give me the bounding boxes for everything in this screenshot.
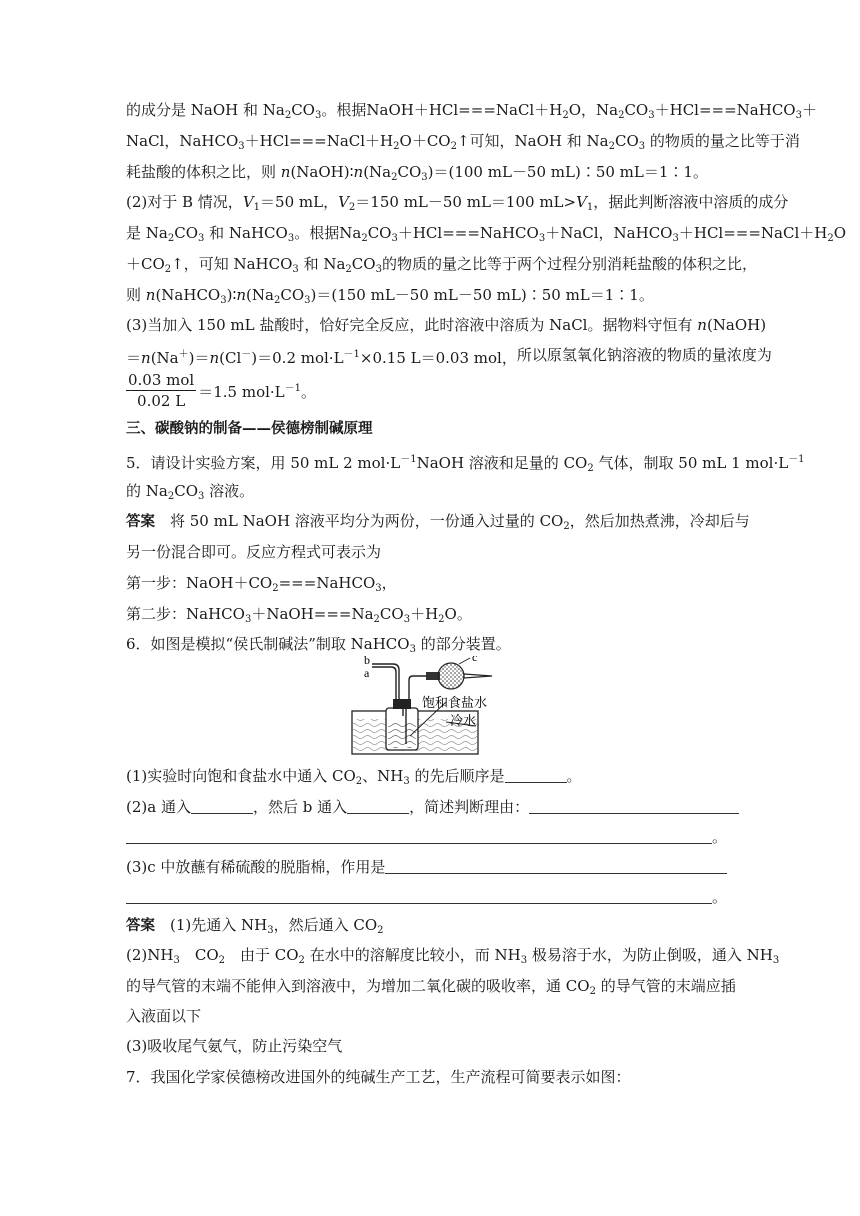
question-6-2 [126, 796, 739, 818]
section-heading: 三、碳酸钠的制备——侯德榜制碱原理 [126, 421, 373, 437]
question-7: 7．我国化学家侯德榜改进国外的纯碱生产工艺，生产流程可简要表示如图： [126, 1068, 631, 1086]
fraction-numerator: 0.03 mol [128, 371, 195, 389]
label-b: b [364, 656, 370, 667]
concentration-fraction: $\frac{\text{0.03 mol}}{0.02 L}$ ＝1.5 $mol\cdot L^{-1}$。 [128, 371, 317, 410]
answer-6-3: (3)吸收尾气氨气，防止污染空气 [126, 1037, 343, 1055]
answer-blank[interactable] [126, 887, 712, 904]
question-6-1: (1)实验时向饱和食盐水中通入 $CO_2$、$NH_3$ 的先后顺序是 。 [126, 767, 582, 787]
question-6-3-line2 [126, 886, 727, 908]
question-6-3 [126, 856, 727, 878]
answer-blank[interactable] [529, 797, 739, 814]
text-line: 则 $n(NaHCO_3)∶n(Na_2CO_3)=(150$ mL－50 mL－50 mL)∶50 mL＝1∶1。 [126, 286, 654, 306]
answer-5: 答案 将 50 mL NaOH 溶液平均分为两份， 一份通入过量的 $CO_2$，然后加热煮沸，冷却后与 [126, 512, 750, 532]
drying-tube [426, 663, 492, 689]
q6-2-part-c: ，简述判断理由： [409, 798, 530, 816]
answer-blank[interactable] [347, 797, 409, 814]
text-line: NaCl，$NaHCO_3+HCl===NaCl+H_2O+CO_2↑$可知， NaOH 和 $Na_2CO_3$ 的物质的量之比等于消 [126, 132, 800, 152]
text-line: $+CO_2↑$，可知 NaHCO$_3$ 和 $Na_2CO_3$ 的物质的量之比等于两个过程分别消耗盐酸的体积之比， [126, 255, 757, 275]
label-a: a [364, 666, 370, 680]
q6-2-part-b: ，然后 b 通入 [252, 798, 348, 816]
answer-label: 答案 [126, 514, 155, 530]
answer-label: 答案 [126, 918, 155, 934]
q6-2-part-a: (2)a 通入 [126, 798, 191, 816]
gas-bottle [386, 699, 418, 750]
text-line: ＝n(Na＋)＝n(Cl－)＝0.2 $mol\cdot L^{-1}\times 0.15$ L＝0.03 mol， 所以原氢氧化钠溶液的物质的量浓度为 [126, 346, 772, 367]
text-line: 的成分是 NaOH 和 $Na_2CO_3$。根据 $NaOH+HCl===NaCl+H_2O$， $Na_2CO_3+HCl===NaHCO_3+$ [126, 101, 817, 121]
text-line: (3)当加入 150 mL 盐酸时，恰好完全反应，此时溶液中溶质为 NaCl。 据物料守恒有 n(NaOH) [126, 316, 767, 334]
period: 。 [712, 828, 728, 846]
answer-5-step2: 第二步：$NaHCO_3+NaOH===Na_2CO_3+H_2O$。 [126, 605, 472, 625]
label-cold-water: 冷水 [450, 714, 477, 729]
answer-blank[interactable] [191, 797, 253, 814]
answer-6-2-line2: 的导气管的末端不能伸入到溶液中， 为增加二氧化碳的吸收率，通 $CO_2$ 的导气管的末端应插 [126, 977, 736, 997]
answer-5-line2: 另一份混合即可。反应方程式可表示为 [126, 543, 382, 561]
answer-5-step1: 第一步：$NaOH+CO_2===NaHCO_3$， [126, 574, 397, 594]
q6-3-text: (3)c 中放蘸有稀硫酸的脱脂棉，作用是 [126, 858, 386, 876]
text-line: 是 $Na_2CO_3$ 和 NaHCO$_3$。根据 $Na_2CO_3+HCl===NaHCO_3+NaCl$， $NaHCO_3+HCl===NaCl+H_2O$ [126, 224, 847, 244]
question-6: 6．如图是模拟“侯氏制碱法”制取 NaHCO$_3$ 的部分装置。 [126, 635, 511, 655]
answer-6-2-line3: 入液面以下 [126, 1007, 202, 1025]
answer-6-2: $(2)NH_3$ $CO_2$ 由于 $CO_2$ 在水中的溶解度比较小， 而 $NH_3$ 极易溶于水，为防止倒吸，通入 $NH_3$ [126, 946, 780, 966]
label-saturated-brine: 饱和食盐水 [422, 696, 488, 711]
answer-blank[interactable] [126, 827, 712, 844]
question-5-line2: 的 $Na_2CO_3$ 溶液。 [126, 482, 255, 502]
text-line: 耗盐酸的体积之比，则 $n(NaOH)∶n(Na_2CO_3)=(100$ mL－50 mL)∶50 mL＝1∶1。 [126, 163, 708, 183]
apparatus-figure [350, 656, 520, 758]
period: 。 [712, 888, 728, 906]
label-c: c [472, 656, 478, 664]
answer-blank[interactable] [505, 766, 567, 783]
text-line: (2)对于 B 情况，$V_1=50$ mL，$V_2=150$ mL－50 mL＝100 $mL>V_1$， 据此判断溶液中溶质的成分 [126, 193, 789, 213]
question-6-2-line2 [126, 826, 727, 848]
answer-blank[interactable] [385, 857, 727, 874]
fraction-denominator: 0.02 L [137, 392, 186, 410]
answer-6-1: 答案 (1)先通入 $NH_3$，然后通入 $CO_2$ [126, 916, 384, 936]
question-5: 5．请设计实验方案，用 50 mL 2 $mol\cdot L^{-1}NaOH$ 溶液和足量的 $CO_2$ 气体， 制取 50 mL 1 $mol\cdot L^{-1}$ [126, 454, 805, 474]
